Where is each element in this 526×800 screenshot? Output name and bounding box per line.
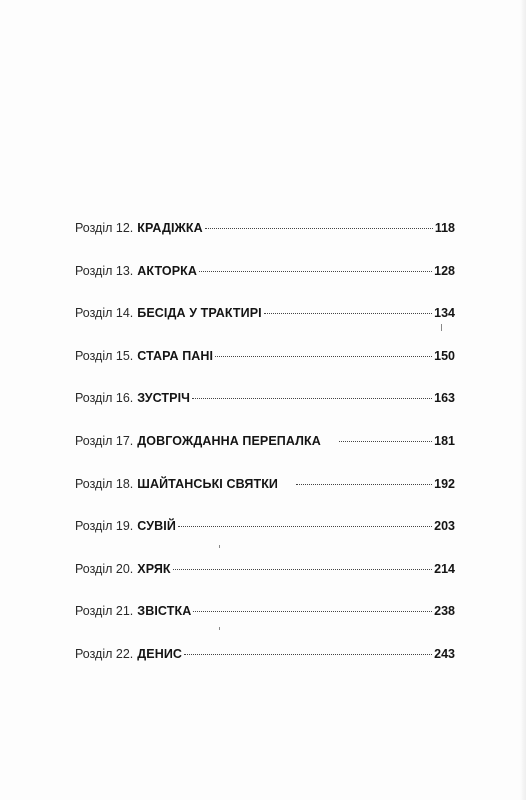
- toc-dot-leader: [339, 441, 432, 442]
- toc-dot-leader: [215, 356, 432, 357]
- toc-chapter-number: Розділ 12.: [75, 221, 134, 235]
- toc-chapter-title: БЕСІДА У ТРАКТИРІ: [137, 306, 262, 321]
- toc-page-number: 238: [434, 604, 455, 619]
- toc-entry[interactable]: [75, 261, 455, 281]
- toc-page-number: 134: [434, 306, 455, 321]
- toc-entry[interactable]: [75, 601, 455, 621]
- toc-dot-leader: [205, 228, 433, 229]
- toc-chapter-title: ЗВІСТКА: [137, 604, 192, 619]
- table-of-contents: [75, 218, 455, 687]
- toc-chapter-title: ЗУСТРІЧ: [137, 391, 191, 406]
- page-edge-shadow: [520, 0, 526, 800]
- toc-chapter-title: КРАДІЖКА: [137, 221, 203, 235]
- toc-chapter-number: Розділ 17.: [75, 433, 134, 448]
- toc-chapter-number: Розділ 22.: [75, 646, 134, 661]
- toc-chapter-number: Розділ 14.: [75, 306, 134, 321]
- toc-entry[interactable]: [75, 346, 455, 366]
- toc-chapter-title: ДОВГОЖДАННА ПЕРЕПАЛКА: [137, 433, 321, 448]
- toc-chapter-number: Розділ 21.: [75, 604, 134, 619]
- toc-entry[interactable]: [75, 559, 455, 579]
- toc-entry[interactable]: [75, 388, 455, 408]
- toc-page-number: 128: [434, 263, 455, 278]
- toc-entry[interactable]: [75, 431, 455, 451]
- toc-dot-leader: [264, 313, 432, 314]
- toc-chapter-number: Розділ 19.: [75, 519, 134, 534]
- toc-page-number: 243: [434, 646, 455, 661]
- toc-chapter-title: СУВІЙ: [137, 519, 176, 534]
- toc-dot-leader: [184, 654, 432, 655]
- toc-chapter-number: Розділ 15.: [75, 348, 134, 363]
- toc-page-number: 163: [434, 391, 455, 406]
- toc-chapter-title: АКТОРКА: [137, 263, 197, 278]
- toc-entry[interactable]: [75, 644, 455, 664]
- toc-dot-leader: [178, 526, 432, 527]
- toc-dot-leader: [193, 611, 432, 612]
- toc-dot-leader: [296, 484, 432, 485]
- toc-page-number: 192: [434, 476, 455, 491]
- toc-chapter-number: Розділ 20.: [75, 561, 134, 576]
- toc-chapter-number: Розділ 16.: [75, 391, 134, 406]
- toc-page-number: 181: [434, 433, 455, 448]
- toc-page-number: 118: [434, 221, 455, 235]
- toc-entry[interactable]: [75, 474, 455, 494]
- toc-dot-leader: [173, 569, 432, 570]
- print-speck: [219, 627, 220, 630]
- toc-chapter-number: Розділ 18.: [75, 476, 134, 491]
- toc-entry[interactable]: [75, 303, 455, 323]
- toc-chapter-number: Розділ 13.: [75, 263, 134, 278]
- toc-page-number: 214: [434, 561, 455, 576]
- toc-dot-leader: [199, 271, 432, 272]
- print-speck: [219, 545, 220, 548]
- toc-entry[interactable]: [75, 218, 455, 238]
- toc-chapter-title: СТАРА ПАНІ: [137, 348, 214, 363]
- toc-entry[interactable]: [75, 516, 455, 536]
- toc-page-number: 203: [434, 519, 455, 534]
- toc-chapter-title: ШАЙТАНСЬКІ СВЯТКИ: [137, 476, 279, 491]
- toc-chapter-title: ДЕНИС: [137, 646, 183, 661]
- toc-dot-leader: [192, 398, 432, 399]
- print-speck: [441, 324, 442, 331]
- toc-page-number: 150: [434, 348, 455, 363]
- toc-chapter-title: ХРЯК: [137, 561, 171, 576]
